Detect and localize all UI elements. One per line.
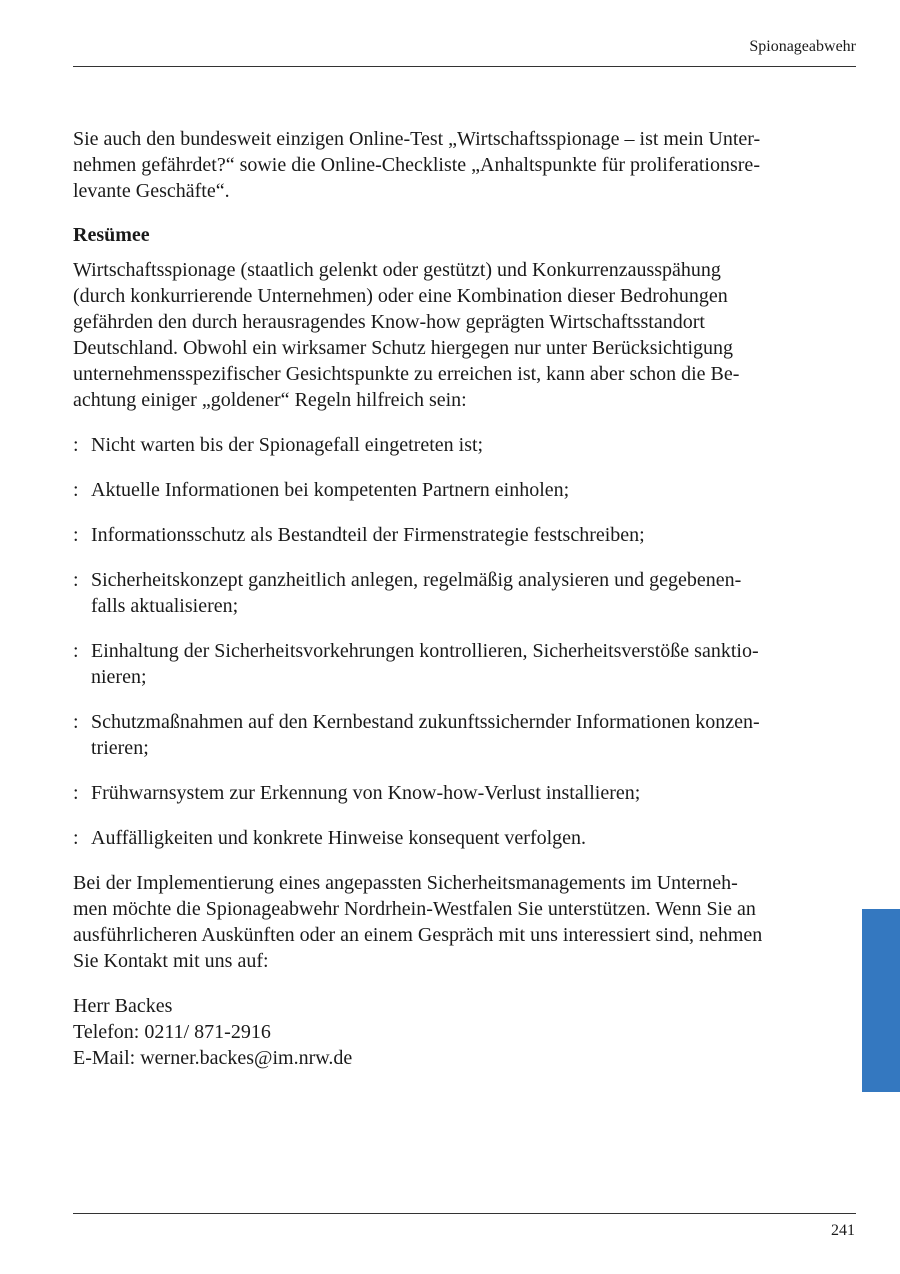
resumee-line: Deutschland. Obwohl ein wirksamer Schutz hiergegen nur unter Berücksichtigung [73, 337, 734, 359]
list-item-line: Auffälligkeiten und konkrete Hinweise konsequent verfolgen. [91, 827, 587, 849]
bullet-marker: : [73, 711, 79, 733]
resumee-line: (durch konkurrierende Unternehmen) oder eine Kombination dieser Bedrohungen [73, 285, 728, 307]
bullet-marker: : [73, 524, 79, 546]
list-item-line: Einhaltung der Sicherheitsvorkehrungen kontrollieren, Sicherheitsverstöße sanktio- [91, 640, 759, 662]
list-item [73, 709, 808, 761]
resumee-line: unternehmensspezifischer Gesichtspunkte zu erreichen ist, kann aber schon die Be- [73, 363, 740, 385]
list-item-line: trieren; [91, 737, 149, 759]
running-header-title: Spionageabwehr [749, 38, 856, 55]
chapter-side-tab [862, 909, 900, 1092]
closing-line: ausführlicheren Auskünften oder an einem Gespräch mit uns interessiert sind, nehmen [73, 924, 763, 946]
bullet-marker: : [73, 782, 79, 804]
list-item-line: falls aktualisieren; [91, 595, 239, 617]
contact-name: Herr Backes [73, 995, 173, 1017]
list-item [73, 567, 808, 619]
list-item-line: Nicht warten bis der Spionagefall eingetreten ist; [91, 434, 484, 456]
list-item-line: Informationsschutz als Bestandteil der Firmenstrategie festschreiben; [91, 524, 645, 546]
bullet-marker: : [73, 479, 79, 501]
list-item [73, 825, 808, 851]
list-item [73, 522, 808, 548]
list-item-line: Frühwarnsystem zur Erkennung von Know-how-Verlust installieren; [91, 782, 641, 804]
list-item-line: nieren; [91, 666, 147, 688]
list-item [73, 638, 808, 690]
intro-line: Sie auch den bundesweit einzigen Online-Test „Wirtschaftsspionage – ist mein Unter- [73, 128, 761, 150]
page-body [73, 126, 808, 1071]
intro-line: levante Geschäfte“. [73, 180, 230, 202]
resumee-paragraph [73, 257, 808, 413]
closing-line: men möchte die Spionageabwehr Nordrhein-Westfalen Sie unterstützen. Wenn Sie an [73, 898, 756, 920]
resumee-line: achtung einiger „goldener“ Regeln hilfreich sein: [73, 389, 467, 411]
footer-rule [73, 1213, 856, 1214]
section-heading: Resümee [73, 224, 150, 246]
list-item-line: Aktuelle Informationen bei kompetenten Partnern einholen; [91, 479, 570, 501]
page-number: 241 [831, 1222, 855, 1239]
bullet-marker: : [73, 434, 79, 456]
resumee-line: Wirtschaftsspionage (staatlich gelenkt oder gestützt) und Konkurrenzausspähung [73, 259, 721, 281]
closing-paragraph [73, 870, 808, 974]
contact-block [73, 993, 808, 1071]
closing-line: Bei der Implementierung eines angepassten Sicherheitsmanagements im Unterneh- [73, 872, 738, 894]
bullet-marker: : [73, 640, 79, 662]
rules-list [73, 432, 808, 851]
contact-email: E-Mail: werner.backes@im.nrw.de [73, 1047, 353, 1069]
list-item [73, 432, 808, 458]
list-item [73, 477, 808, 503]
resumee-line: gefährden den durch herausragendes Know-how geprägten Wirtschaftsstandort [73, 311, 705, 333]
intro-paragraph [73, 126, 808, 204]
closing-line: Sie Kontakt mit uns auf: [73, 950, 269, 972]
list-item-line: Schutzmaßnahmen auf den Kernbestand zukunftssichernder Informationen konzen- [91, 711, 760, 733]
header-rule [73, 66, 856, 67]
contact-phone: Telefon: 0211/ 871-2916 [73, 1021, 271, 1043]
intro-line: nehmen gefährdet?“ sowie die Online-Checkliste „Anhaltspunkte für proliferationsre- [73, 154, 760, 176]
bullet-marker: : [73, 569, 79, 591]
list-item-line: Sicherheitskonzept ganzheitlich anlegen, regelmäßig analysieren und gegebenen- [91, 569, 742, 591]
bullet-marker: : [73, 827, 79, 849]
list-item [73, 780, 808, 806]
